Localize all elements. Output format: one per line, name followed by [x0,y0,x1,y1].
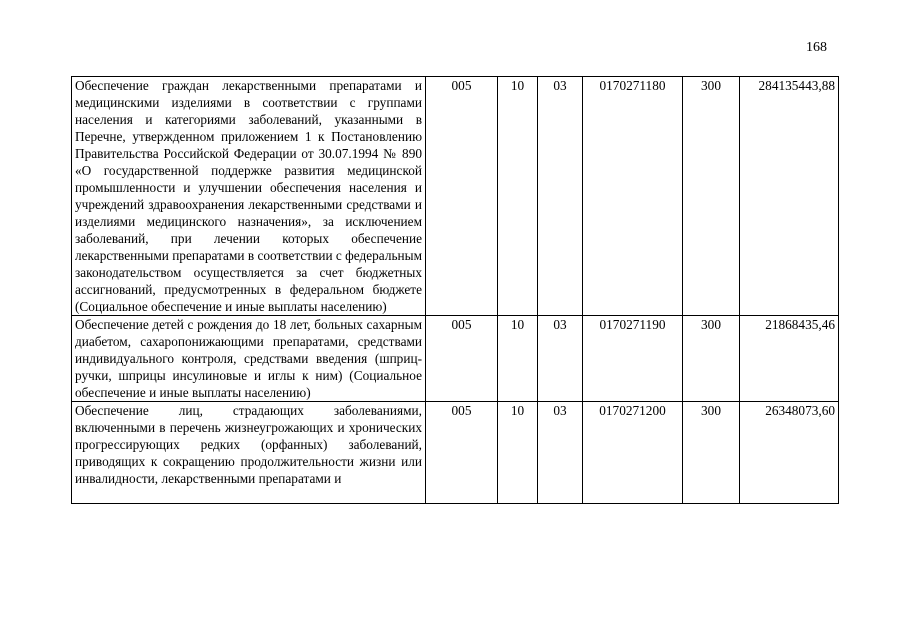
section-code: 10 [498,402,538,504]
table-row [72,402,839,504]
section-code: 10 [498,316,538,402]
amount-value: 21868435,46 [740,316,839,402]
amount-value: 26348073,60 [740,402,839,504]
subsection-code: 03 [538,316,583,402]
row-description: Обеспечение граждан лекарственными препаратами и медицинскими изделиями в соответствии с группами населения и категориями заболеваний, указанными в Перечне, утвержденном приложением 1 к Постановлению Правительства Российской Федерации от 30.07.1994 № 890 «О государственной поддержке развития медицинской промышленности и улучшении обеспечения населения и учреждений здравоохранения лекарственными средствами и изделиями медицинского назначения», за исключением заболеваний, при лечении которых обеспечение лекарственными препаратами в соответствии с федеральным законодательством осуществляется за счет бюджетных ассигнований, предусмотренных в федеральном бюджете (Социальное обеспечение и иные выплаты населению) [72,77,426,316]
ministry-code: 005 [426,402,498,504]
expense-type-code: 300 [683,316,740,402]
row-description: Обеспечение лиц, страдающих заболеваниями, включенными в перечень жизнеугрожающих и хронических прогрессирующих редких (орфанных) заболеваний, приводящих к сокращению продолжительности жизни или инвалидности, лекарственными препаратами и [72,402,426,504]
table-row [72,77,839,316]
expense-type-code: 300 [683,77,740,316]
target-article-code: 0170271180 [583,77,683,316]
ministry-code: 005 [426,77,498,316]
page-number: 168 [806,40,827,55]
target-article-code: 0170271190 [583,316,683,402]
amount-value: 284135443,88 [740,77,839,316]
expense-type-code: 300 [683,402,740,504]
ministry-code: 005 [426,316,498,402]
subsection-code: 03 [538,402,583,504]
budget-table [71,76,839,504]
section-code: 10 [498,77,538,316]
subsection-code: 03 [538,77,583,316]
row-description: Обеспечение детей с рождения до 18 лет, больных сахарным диабетом, сахаропонижающими препаратами, средствами индивидуального контроля, средствами введения (шприц-ручки, шприцы инсулиновые и иглы к ним) (Социальное обеспечение и иные выплаты населению) [72,316,426,402]
target-article-code: 0170271200 [583,402,683,504]
table-row [72,316,839,402]
